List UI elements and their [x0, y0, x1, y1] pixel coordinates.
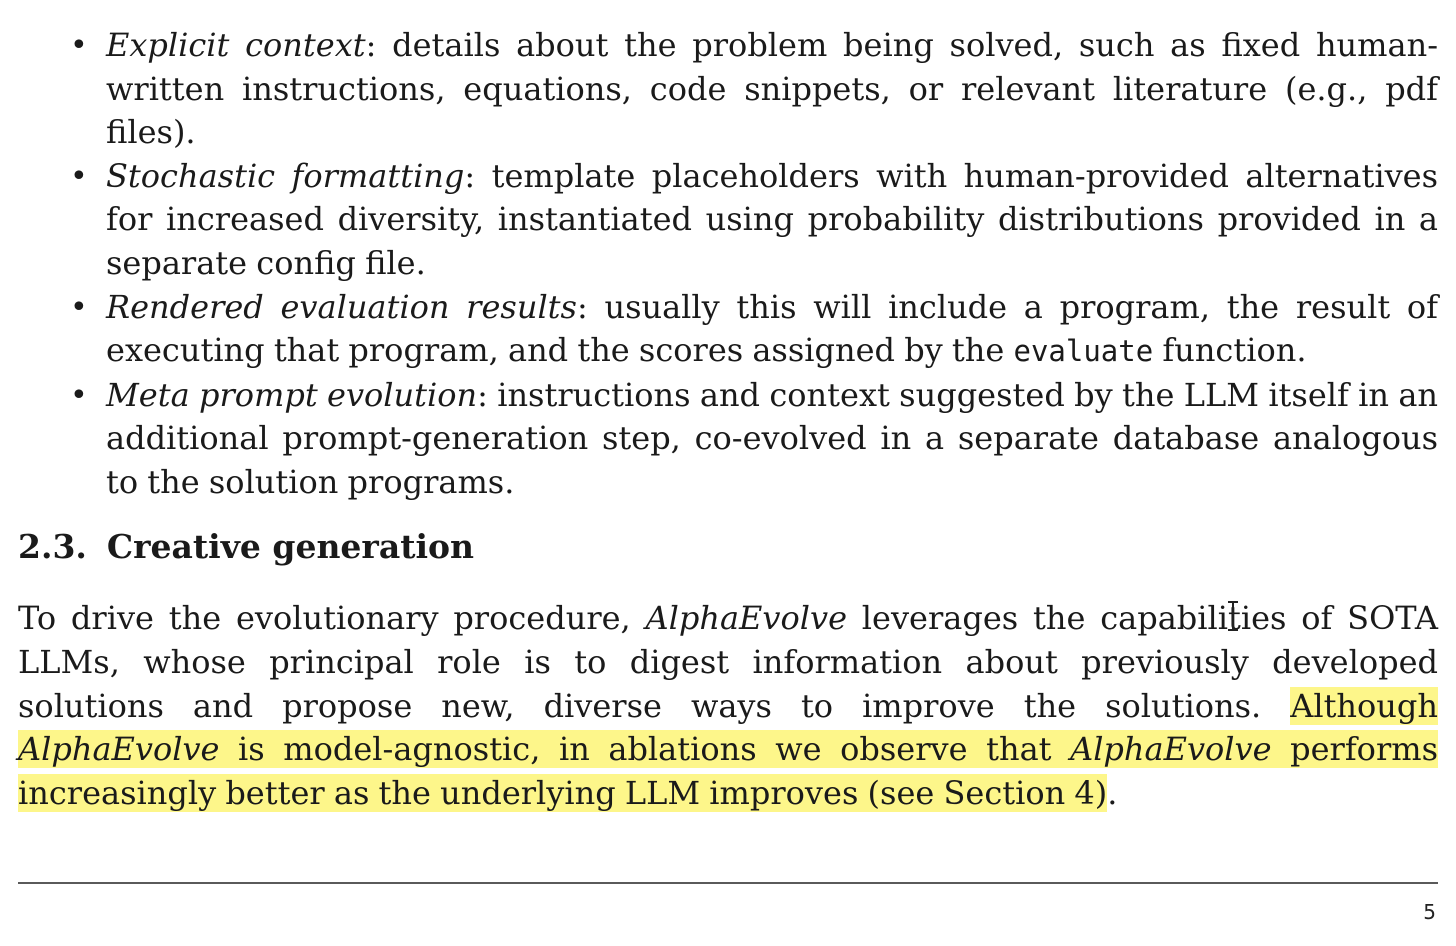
bullet-term: Stochastic formatting — [106, 156, 465, 195]
bullet-text: : usually this will include a program, the result of executing that program, and the scores assigned by the — [106, 287, 1439, 370]
inline-code: evaluate — [1013, 334, 1154, 369]
bullet-text-tail: function. — [1153, 331, 1307, 370]
bullet-icon: • — [70, 289, 88, 325]
section-title: Creative generation — [106, 527, 474, 566]
bullet-icon: • — [70, 158, 88, 194]
bullet-text: : instructions and context suggested by the LLM itself in an additional prompt-generation step, co-evolved in a separate database analogous to the solution programs. — [106, 375, 1439, 501]
bullet-icon: • — [70, 377, 88, 413]
highlighted-text[interactable]: Although — [1290, 686, 1438, 725]
bullet-term: Meta prompt evolution — [106, 375, 478, 414]
section-number: 2.3. — [18, 527, 87, 566]
prompt-component-list — [0, 24, 1456, 505]
page-number: 5 — [1423, 900, 1436, 924]
paragraph-text: leverages the capabilities of SOTA LLMs, whose principal role is to digest information about previously developed solutions and propose new, diverse ways to improve the solutions. — [18, 599, 1439, 725]
list-item — [0, 286, 1438, 374]
bullet-text: : details about the problem being solved, such as fixed human-written instructions, equations, code snippets, or relevant literature (e.g., pdf files). — [106, 26, 1439, 152]
bullet-term: Explicit context — [106, 26, 366, 64]
body-paragraph[interactable] — [18, 597, 1438, 816]
highlighted-emphasis[interactable]: AlphaEvolve — [18, 730, 220, 769]
highlighted-text[interactable]: performs increasingly better as the underlying LLM improves (see Section 4) — [18, 730, 1439, 813]
section-heading — [18, 524, 474, 570]
bullet-term: Rendered evaluation results — [106, 287, 577, 326]
list-item — [0, 374, 1438, 505]
footer-divider — [18, 882, 1438, 884]
list-item — [0, 155, 1438, 286]
bullet-text: : template placeholders with human-provided alternatives for increased diversity, instantiated using probability distributions provided in a separate config file. — [106, 156, 1439, 282]
paragraph-text: To drive the evolutionary procedure, — [18, 599, 646, 637]
highlighted-emphasis[interactable]: AlphaEvolve — [1070, 730, 1272, 769]
paragraph-text: . — [1107, 774, 1118, 813]
paragraph-emphasis: AlphaEvolve — [645, 599, 847, 637]
highlighted-text[interactable]: is model-agnostic, in ablations we observe that — [219, 730, 1071, 769]
list-item — [0, 24, 1438, 155]
bullet-icon: • — [70, 28, 88, 63]
i-beam-cursor-icon — [1226, 600, 1240, 632]
